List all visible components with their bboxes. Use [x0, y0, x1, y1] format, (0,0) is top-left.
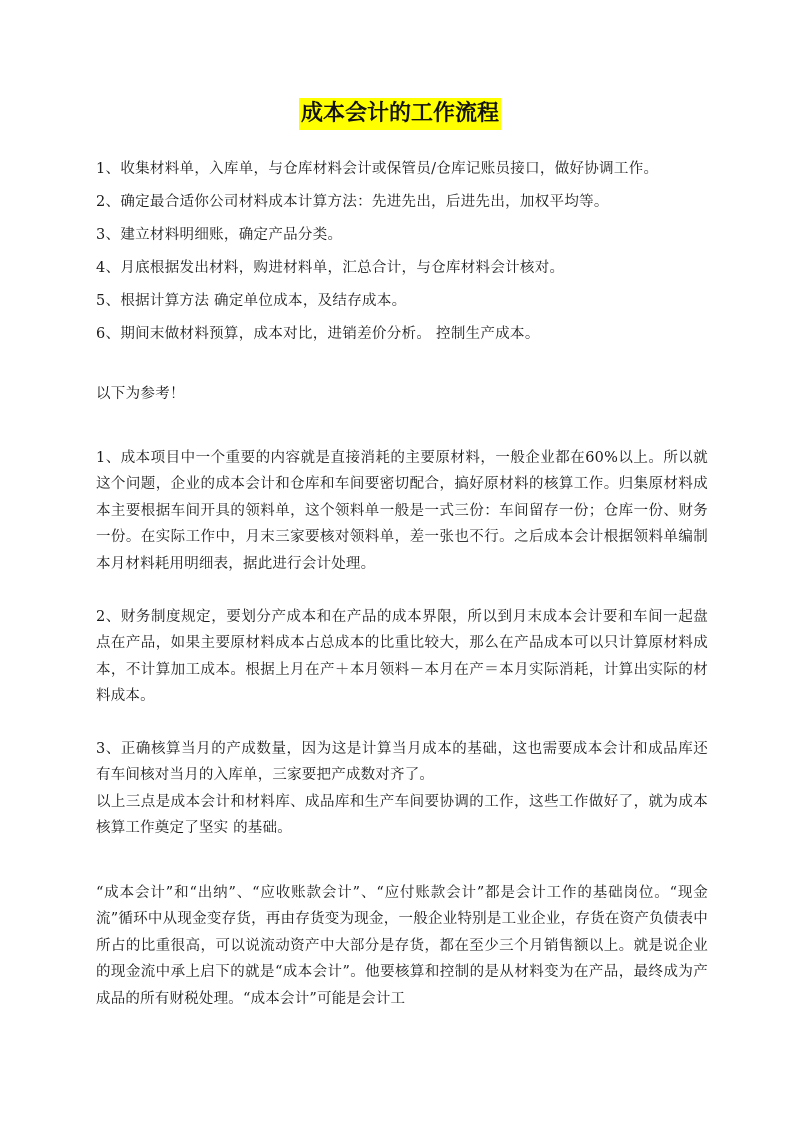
title-container: [0, 98, 800, 130]
workflow-step: 2、确定最合适你公司材料成本计算方法：先进先出，后进先出，加权平均等。: [96, 194, 609, 210]
workflow-step: 6、期间末做材料预算，成本对比，进销差价分析。 控制生产成本。: [96, 326, 540, 342]
workflow-step: 1、收集材料单，入库单，与仓库材料会计或保管员/仓库记账员接口，做好协调工作。: [96, 161, 659, 177]
reference-paragraph: 2、财务制度规定，要划分产成本和在产品的成本界限，所以到月末成本会计要和车间一起盘点在产品，如果主要原材料成本占总成本的比重比较大，那么在产品成本可以只计算原材料成本，不计算加工成本。根据上月在产＋本月领料－本月在产＝本月实际消耗，计算出实际的材料成本。: [96, 609, 708, 705]
workflow-step: 3、建立材料明细账，确定产品分类。: [96, 227, 343, 243]
workflow-step: 4、月底根据发出材料，购进材料单，汇总合计，与仓库材料会计核对。: [96, 260, 565, 276]
reference-label: 以下为参考！: [96, 386, 185, 402]
reference-paragraph: 1、成本项目中一个重要的内容就是直接消耗的主要原材料，一般企业都在60%以上。所以就这个问题，企业的成本会计和仓库和车间要密切配合，搞好原材料的核算工作。归集原材料成本主要根据车间开具的领料单，这个领料单一般是一式三份：车间留存一份；仓库一份、财务一份。在实际工作中，月末三家要核对领料单，差一张也不行。之后成本会计根据领料单编制本月材料耗用明细表，据此进行会计处理。: [96, 450, 708, 572]
summary-paragraph: 以上三点是成本会计和材料库、成品库和生产车间要协调的工作，这些工作做好了，就为成本核算工作奠定了坚实 的基础。: [96, 794, 708, 837]
document-title: 成本会计的工作流程: [299, 98, 501, 130]
workflow-steps-list: [96, 160, 726, 358]
workflow-step: 5、根据计算方法 确定单位成本，及结存成本。: [96, 293, 407, 309]
reference-paragraph: 3、正确核算当月的产成数量，因为这是计算当月成本的基础，这也需要成本会计和成品库还有车间核对当月的入库单，三家要把产成数对齐了。: [96, 741, 708, 784]
cost-accounting-paragraph: “成本会计”和“出纳”、“应收账款会计”、“应付账款会计”都是会计工作的基础岗位。“现金流”循环中从现金变存货，再由存货变为现金，一般企业特别是工业企业，存货在资产负债表中所占的比重很高，可以说流动资产中大部分是存货，都在至少三个月销售额以上。就是说企业的现金流中承上启下的就是“成本会计”。他要核算和控制的是从材料变为在产品，最终成为产成品的所有财税处理。“成本会计”可能是会计工: [96, 885, 708, 1007]
